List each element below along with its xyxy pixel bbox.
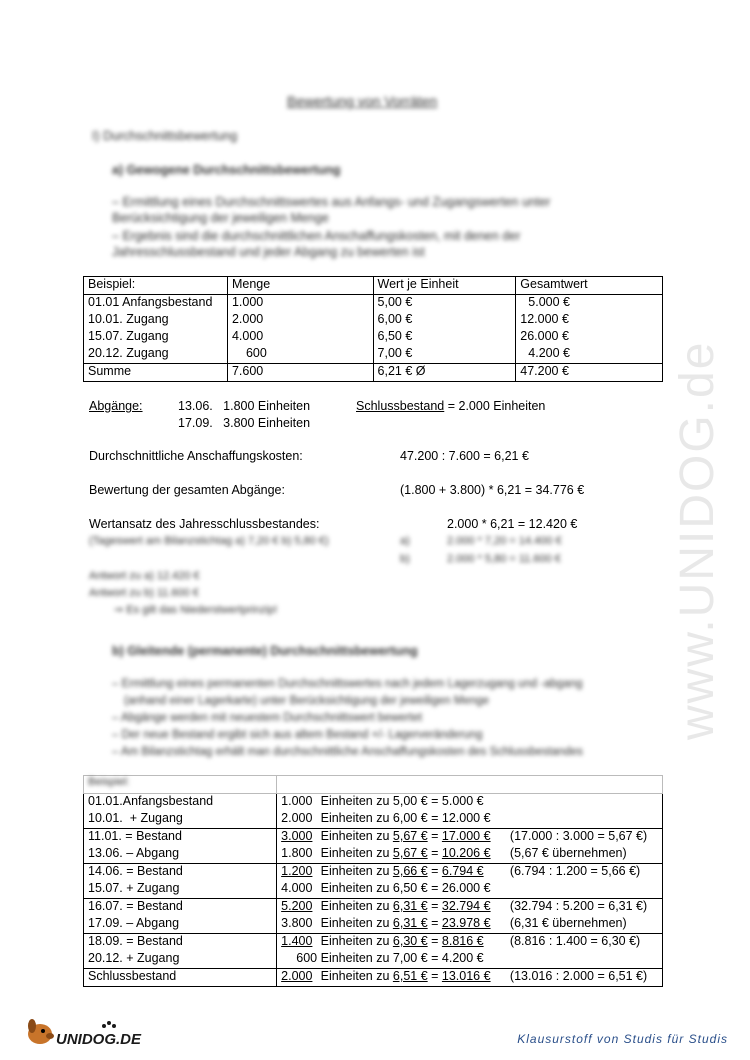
table-cell: 600 (227, 346, 373, 364)
niederstwert-note: ⇒ Es gilt das Niederstwertprinzip! (114, 604, 278, 616)
row-v: 12.000 € (441, 811, 491, 825)
ak-value: 47.200 : 7.600 = 6,21 € (400, 449, 529, 463)
case-a-label: a) (400, 535, 410, 547)
table-cell (277, 969, 663, 987)
bullet-a-1-text: Ermittlung eines Durchschnittswertes aus Anfangs- und Zugangswerten unter Berücksichtigung der jeweiligen Menge (112, 195, 551, 225)
table-header-cell: Beispiel: (84, 277, 228, 295)
row-connector-text: Einheiten zu (317, 934, 393, 948)
table-cell: 2.000 (227, 312, 373, 329)
tageswert-note: (Tageswert am Bilanzstichtag a) 7,20 € b) 5,80 €) (89, 535, 329, 547)
table-cell: 15.07. Zugang (84, 329, 228, 346)
row-q: 1.000 (281, 794, 313, 808)
row-v: 6.794 € (441, 864, 484, 878)
table-row (84, 811, 663, 829)
table-row (84, 864, 663, 882)
table-cell: 6,50 € (373, 329, 516, 346)
table-header-cell (277, 776, 663, 794)
row-q: 2.000 (281, 969, 313, 983)
example-table-2 (83, 775, 663, 987)
bewertung-value: (1.800 + 3.800) * 6,21 = 34.776 € (400, 483, 585, 497)
row-q: 600 (296, 951, 318, 965)
table-header-cell: Wert je Einheit (373, 277, 516, 295)
row-q: 1.200 (281, 864, 313, 878)
table-cell: 11.01. = Bestand (84, 829, 277, 847)
row-note: (13.016 : 2.000 = 6,51 €) (509, 969, 648, 983)
table-cell: 7,00 € (373, 346, 516, 364)
bullet-a-2: – Ergebnis sind die durchschnittlichen Anschaffungskosten, mit denen der Jahresschlussbestand und jeder Abgang zu bewerten ist (112, 229, 521, 259)
niederstwert-text: Es gilt das Niederstwertprinzip! (126, 604, 278, 616)
table-cell: 10.01. + Zugang (84, 811, 277, 829)
table-header-row (84, 277, 663, 295)
row-note: (6,31 € übernehmen) (509, 916, 627, 930)
row-p: 5,67 € (392, 846, 428, 860)
table-cell (277, 899, 663, 917)
row-connector-text: = (427, 829, 442, 843)
table-header-cell: Gesamtwert (516, 277, 663, 295)
row-p: 6,31 € (392, 916, 428, 930)
row-q: 3.800 (281, 916, 313, 930)
table-row (84, 934, 663, 952)
table-cell: 15.07. + Zugang (84, 881, 277, 899)
table-cell: Schlussbestand (84, 969, 277, 987)
bullet-b-1-cont: (anhand einer Lagerkarte) unter Berücksichtigung der jeweiligen Menge (124, 695, 490, 707)
table-row (84, 881, 663, 899)
unidog-logo (22, 1014, 152, 1055)
table-row (84, 846, 663, 864)
row-p: 6,50 € (392, 881, 428, 895)
table-cell: 01.01.Anfangsbestand (84, 794, 277, 812)
table-row (84, 969, 663, 987)
section-heading (92, 128, 237, 145)
row-q: 2.000 (281, 811, 313, 825)
table-cell: 17.09. – Abgang (84, 916, 277, 934)
table-cell (277, 951, 663, 969)
table-header-cell: Beispiel: (84, 776, 277, 794)
table-row (84, 916, 663, 934)
row-connector-text: = (427, 881, 442, 895)
row-connector-text: Einheiten zu (317, 916, 393, 930)
row-note: (8.816 : 1.400 = 6,30 €) (509, 934, 641, 948)
case-b-label: b) (400, 553, 410, 565)
table-cell: 7.600 (227, 364, 373, 382)
row-connector-text: Einheiten zu (317, 969, 393, 983)
schlussbestand-value: = 2.000 Einheiten (444, 399, 546, 413)
table-cell (277, 864, 663, 882)
table-cell: 26.000 € (516, 329, 663, 346)
table-header-row (84, 776, 663, 794)
svg-text:UNIDOG.DE: UNIDOG.DE (56, 1031, 142, 1048)
example-table-1 (83, 276, 663, 382)
bullet-b-1-text: Ermittlung eines permanenten Durchschnittswertes nach jedem Lagerzugang und -abgang (121, 678, 583, 690)
watermark-text (655, 270, 735, 750)
case-a-value: 2.000 * 7,20 = 14.400 € (447, 535, 562, 547)
table-cell: 4.000 (227, 329, 373, 346)
table-cell: 10.01. Zugang (84, 312, 228, 329)
table-cell: 16.07. = Bestand (84, 899, 277, 917)
bullet-b-2-text: Abgänge werden mit neuestem Durchschnittswert bewertet (120, 712, 423, 724)
row-connector-text: = (427, 846, 442, 860)
row-v: 26.000 € (441, 881, 491, 895)
row-v: 17.000 € (441, 829, 491, 843)
section-heading-text: I) Durchschnittsbewertung (92, 129, 238, 143)
table-row (84, 899, 663, 917)
table-cell: 18.09. = Bestand (84, 934, 277, 952)
antwort-a: Antwort zu a) 12.420 € (89, 570, 200, 582)
row-p: 5,66 € (392, 864, 428, 878)
table-cell (277, 881, 663, 899)
row-p: 6,31 € (392, 899, 428, 913)
row-v: 8.816 € (441, 934, 484, 948)
bullet-b-4-text: Am Bilanzstichtag erhält man durchschnittliche Anschaffungskosten des Schlussbestandes (120, 746, 583, 758)
table-cell: 01.01 Anfangsbestand (84, 295, 228, 313)
row-connector-text: Einheiten zu (317, 794, 393, 808)
row-note: (5,67 € übernehmen) (509, 846, 627, 860)
antwort-b: Antwort zu b) 11.600 € (89, 587, 199, 599)
document-title: Bewertung von Vorräten (287, 93, 438, 109)
table-row (84, 329, 663, 346)
schlussbestand-label: Schlussbestand (356, 399, 445, 413)
row-note: (6.794 : 1.200 = 5,66 €) (509, 864, 641, 878)
row-note: (17.000 : 3.000 = 5,67 €) (509, 829, 648, 843)
wertansatz-label: Wertansatz des Jahresschlussbestandes: (89, 517, 320, 531)
case-b-value: 2.000 * 5,80 = 11.600 € (447, 553, 561, 565)
bullet-b-3: – Der neue Bestand ergibt sich aus altem Bestand +/- Lagerveränderung (112, 729, 483, 741)
table-cell: 5.000 € (516, 295, 663, 313)
table-row (84, 794, 663, 812)
row-connector-text: = (427, 916, 442, 930)
table-cell (277, 829, 663, 847)
row-connector-text: = (427, 794, 442, 808)
row-v: 5.000 € (441, 794, 484, 808)
table-cell: 20.12. Zugang (84, 346, 228, 364)
row-connector-text: Einheiten zu (317, 881, 393, 895)
row-v: 4.200 € (441, 951, 484, 965)
table-cell: 1.000 (227, 295, 373, 313)
row-connector-text: Einheiten zu (317, 899, 393, 913)
row-q: 1.400 (281, 934, 313, 948)
row-connector-text: = (427, 969, 442, 983)
row-connector-text: = (427, 899, 442, 913)
row-p: 5,67 € (392, 829, 428, 843)
table-cell: 4.200 € (516, 346, 663, 364)
table-row (84, 829, 663, 847)
row-q: 5.200 (281, 899, 313, 913)
footer-slogan: Klausurstoff von Studis für Studis (517, 1032, 728, 1046)
schlussbestand-line (356, 398, 545, 415)
bullet-b-1: – Ermittlung eines permanenten Durchschnittswertes nach jedem Lagerzugang und -abgang (112, 678, 583, 690)
row-note: (32.794 : 5.200 = 6,31 €) (509, 899, 648, 913)
bullet-b-3-text: Der neue Bestand ergibt sich aus altem Bestand +/- Lagerveränderung (121, 729, 483, 741)
table-cell: 13.06. – Abgang (84, 846, 277, 864)
abgaenge-label: Abgänge: (89, 399, 143, 413)
row-p: 6,51 € (392, 969, 428, 983)
row-v: 32.794 € (441, 899, 491, 913)
row-connector-text: = (427, 951, 442, 965)
row-p: 7,00 € (392, 951, 428, 965)
bullet-a-2-text: Ergebnis sind die durchschnittlichen Anschaffungskosten, mit denen der Jahresschlussbestand und jeder Abgang zu bewerten ist (112, 229, 521, 259)
row-connector-text: Einheiten zu (317, 811, 393, 825)
svg-text:www.UNIDOG.de: www.UNIDOG.de (671, 340, 724, 740)
table-cell (277, 811, 663, 829)
row-p: 5,00 € (392, 794, 428, 808)
table-cell (277, 846, 663, 864)
row-connector-text: Einheiten zu (317, 951, 393, 965)
bullet-b-2: – Abgänge werden mit neuestem Durchschnittswert bewertet (112, 712, 423, 724)
row-connector-text: = (427, 811, 442, 825)
row-connector-text: Einheiten zu (317, 864, 393, 878)
table-cell: 5,00 € (373, 295, 516, 313)
table-row (84, 295, 663, 313)
table-body (84, 794, 663, 987)
table-cell: 47.200 € (516, 364, 663, 382)
ak-label: Durchschnittliche Anschaffungskosten: (89, 449, 303, 463)
table-row (84, 346, 663, 364)
table-cell: 6,00 € (373, 312, 516, 329)
row-q: 4.000 (281, 881, 313, 895)
table-cell (277, 794, 663, 812)
row-v: 13.016 € (441, 969, 491, 983)
row-connector-text: Einheiten zu (317, 846, 393, 860)
abgang-line-2: 17.09. 3.800 Einheiten (178, 416, 311, 430)
table-header-cell: Menge (227, 277, 373, 295)
bullet-a-1: – Ermittlung eines Durchschnittswertes aus Anfangs- und Zugangswerten unter Berücksichtigung der jeweiligen Menge (112, 195, 551, 225)
row-p: 6,30 € (392, 934, 428, 948)
row-connector-text: = (427, 934, 442, 948)
table-cell (277, 934, 663, 952)
row-connector-text: = (427, 864, 442, 878)
table-cell: 20.12. + Zugang (84, 951, 277, 969)
subsection-a-heading: a) Gewogene Durchschnittsbewertung (112, 163, 341, 177)
table-cell: 6,21 € Ø (373, 364, 516, 382)
row-q: 3.000 (281, 829, 313, 843)
bullet-b-4: – Am Bilanzstichtag erhält man durchschnittliche Anschaffungskosten des Schlussbestandes (112, 746, 583, 758)
row-q: 1.800 (281, 846, 313, 860)
row-p: 6,00 € (392, 811, 428, 825)
abgang-line-1: 13.06. 1.800 Einheiten (178, 399, 311, 413)
row-v: 10.206 € (441, 846, 491, 860)
row-connector-text: Einheiten zu (317, 829, 393, 843)
table-cell: Summe (84, 364, 228, 382)
subsection-b-heading: b) Gleitende (permanente) Durchschnittsbewertung (112, 644, 418, 658)
row-v: 23.978 € (441, 916, 491, 930)
table-cell (277, 916, 663, 934)
table-row (84, 951, 663, 969)
table-row (84, 312, 663, 329)
table-cell: 12.000 € (516, 312, 663, 329)
dog-logo-icon (22, 1014, 152, 1050)
wertansatz-value: 2.000 * 6,21 = 12.420 € (447, 517, 578, 531)
bewertung-label: Bewertung der gesamten Abgänge: (89, 483, 285, 497)
table-cell: 14.06. = Bestand (84, 864, 277, 882)
table-sum-row (84, 364, 663, 382)
